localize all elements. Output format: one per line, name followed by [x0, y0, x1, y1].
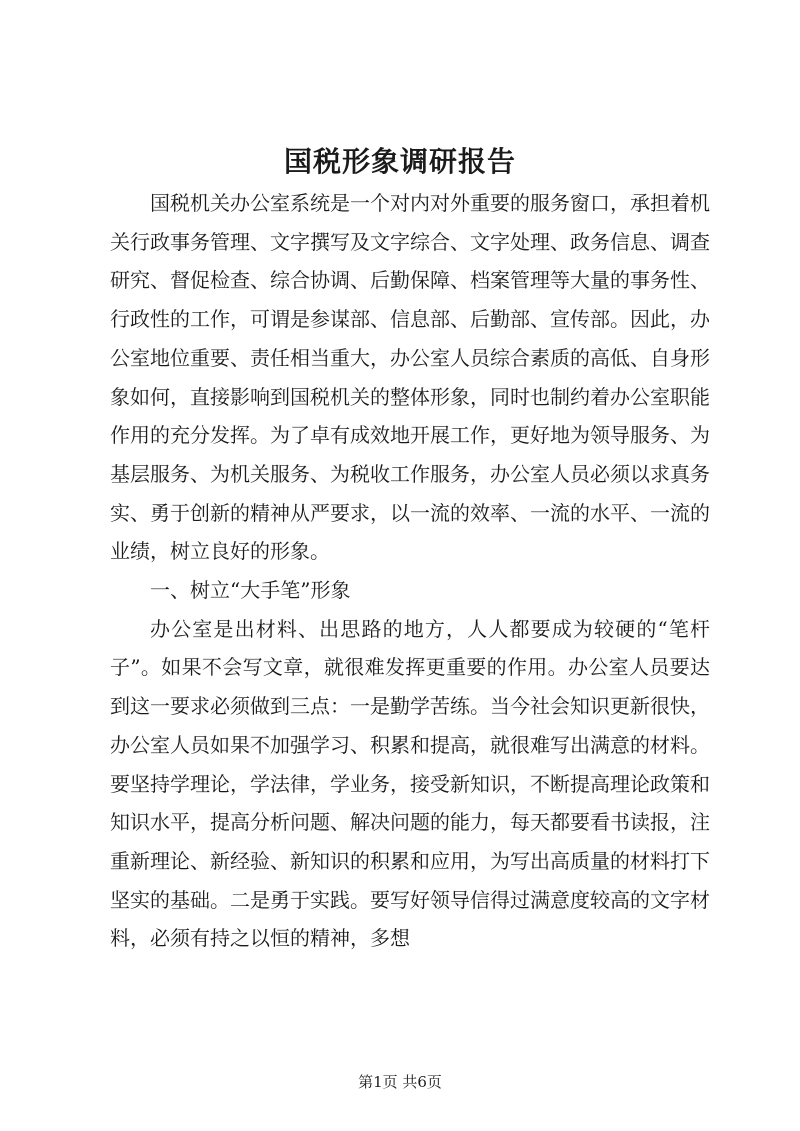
- page-footer: 第1页 共6页: [358, 1073, 442, 1091]
- document-body: [110, 184, 710, 958]
- document-title: 国税形象调研报告: [283, 145, 516, 178]
- section-heading: 一、树立“大手笔”形象: [150, 578, 351, 603]
- section-paragraph: 办公室是出材料、出思路的地方，人人都要成为较硬的“笔杆子”。如果不会写文章，就很难发挥更重要的作用。办公室人员要达到这一要求必须做到三点：一是勤学苦练。当今社会知识更新很快，办公室人员如果不加强学习、积累和提高，就很难写出满意的材料。要坚持学理论，学法律，学业务，接受新知识，不断提高理论政策和知识水平，提高分析问题、解决问题的能力，每天都要看书读报，注重新理论、新经验、新知识的积累和应用，为写出高质量的材料打下坚实的基础。二是勇于实践。要写好领导信得过满意度较高的文字材料，必须有持之以恒的精神，多想: [110, 616, 710, 951]
- intro-paragraph: 国税机关办公室系统是一个对内对外重要的服务窗口，承担着机关行政事务管理、文字撰写及文字综合、文字处理、政务信息、调查研究、督促检查、综合协调、后勤保障、档案管理等大量的事务性、行政性的工作，可谓是参谋部、信息部、后勤部、宣传部。因此，办公室地位重要、责任相当重大，办公室人员综合素质的高低、自身形象如何，直接影响到国税机关的整体形象，同时也制约着办公室职能作用的充分发挥。为了卓有成效地开展工作，更好地为领导服务、为基层服务、为机关服务、为税收工作服务，办公室人员必须以求真务实、勇于创新的精神从严要求，以一流的效率、一流的水平、一流的业绩，树立良好的形象。: [110, 191, 710, 564]
